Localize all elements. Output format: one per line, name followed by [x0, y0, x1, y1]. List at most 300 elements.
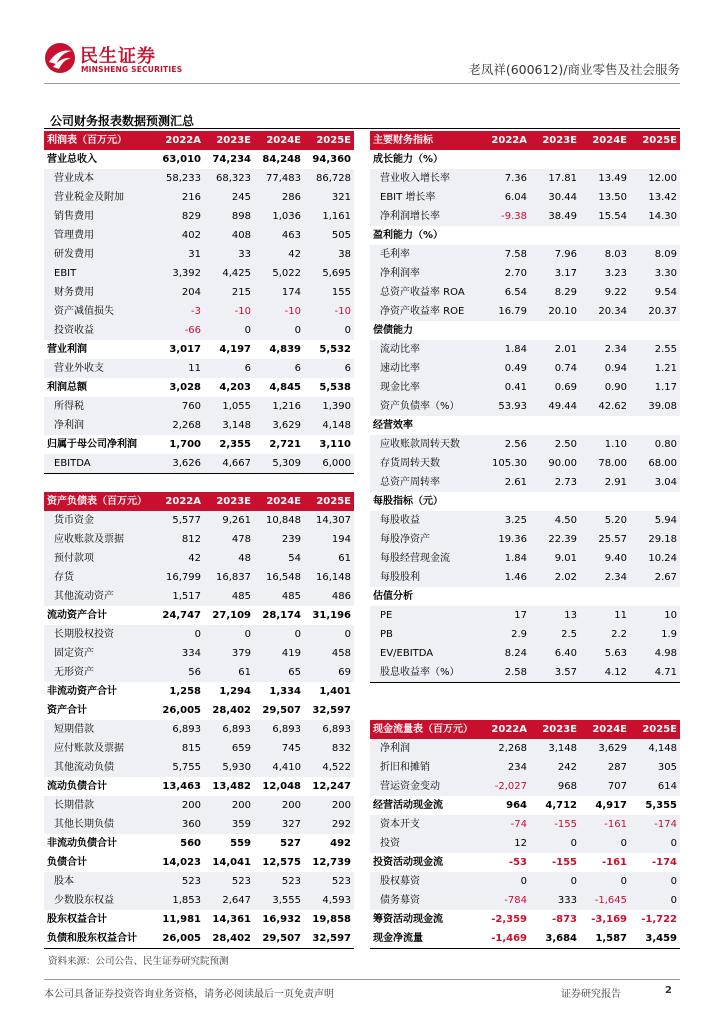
cell-value: 29.18 — [630, 530, 680, 549]
cell-value: 200 — [154, 796, 204, 815]
cell-value: 14,361 — [212, 914, 251, 925]
cell-value: 11,981 — [162, 914, 201, 925]
cell-value: 4,148 — [630, 739, 680, 758]
cell-value: 3,110 — [319, 439, 351, 450]
cell-value — [580, 321, 630, 340]
cell-value: 13,482 — [212, 781, 251, 792]
table-row — [370, 397, 680, 416]
row-label: 流动资产合计 — [47, 610, 107, 621]
cell-value: 0.69 — [530, 378, 580, 397]
cell-value: 28,402 — [204, 929, 254, 949]
cell-value: 49.44 — [530, 397, 580, 416]
cell-value: 105.30 — [480, 454, 530, 473]
table-row — [44, 359, 354, 378]
cell-value — [530, 416, 580, 435]
table-row — [370, 587, 680, 606]
cell-value: 1.9 — [630, 625, 680, 644]
row-label: 资产负债率（%） — [370, 397, 480, 416]
cell-value: 5,538 — [319, 382, 351, 393]
table-row — [370, 777, 680, 796]
cell-value: 1,161 — [304, 207, 354, 226]
cell-value: -3 — [154, 302, 204, 321]
column-header: 2022A — [480, 131, 530, 150]
cell-value: 38.49 — [530, 207, 580, 226]
cell-value: 3,028 — [169, 382, 201, 393]
cell-value: 14.30 — [630, 207, 680, 226]
cell-value — [480, 150, 530, 169]
cell-value: 560 — [180, 838, 201, 849]
cell-value: 58,233 — [154, 169, 204, 188]
row-label: 股息收益率（%） — [370, 663, 480, 683]
cell-value: 0 — [630, 872, 680, 891]
cell-value: 31,196 — [312, 610, 351, 621]
table-header-row — [44, 131, 354, 150]
cell-value: 10.24 — [630, 549, 680, 568]
cell-value: -10 — [304, 302, 354, 321]
cell-value: 26,005 — [154, 929, 204, 949]
cell-value: 78.00 — [580, 454, 630, 473]
table-row — [44, 226, 354, 245]
cell-value: 16,799 — [154, 568, 204, 587]
table-row — [44, 701, 354, 720]
row-label: 净利润 — [370, 739, 480, 758]
row-label: 营业外收支 — [44, 359, 154, 378]
cell-value — [580, 587, 630, 606]
cell-value: 13.50 — [580, 188, 630, 207]
cell-value: 3,459 — [630, 929, 680, 949]
cell-value: 8.03 — [580, 245, 630, 264]
cell-value: 829 — [154, 207, 204, 226]
column-header: 2025E — [630, 720, 680, 739]
row-label: 经营活动现金流 — [373, 800, 443, 811]
cell-value: 6 — [204, 359, 254, 378]
row-label: 净利润率 — [370, 264, 480, 283]
footer-disclaimer: 本公司具备证券投资咨询业务资格，请务必阅读最后一页免责声明 — [44, 989, 334, 1000]
cell-value: -873 — [551, 914, 577, 925]
cell-value: 5.63 — [580, 644, 630, 663]
row-label: 成长能力（%） — [373, 154, 444, 165]
cell-value — [480, 492, 530, 511]
row-label: 毛利率 — [370, 245, 480, 264]
cell-value: -174 — [651, 857, 677, 868]
column-header: 2024E — [254, 131, 304, 150]
cell-value: 6,893 — [304, 720, 354, 739]
table-row — [44, 587, 354, 606]
cell-value: 17.81 — [530, 169, 580, 188]
source-note: 资料来源：公司公告、民生证券研究院预测 — [48, 956, 229, 967]
cell-value: 2.34 — [580, 340, 630, 359]
cell-value: 4,712 — [545, 800, 577, 811]
cell-value: 30.44 — [530, 188, 580, 207]
cell-value: 11 — [580, 606, 630, 625]
cell-value: 245 — [204, 188, 254, 207]
cell-value: 0.90 — [580, 378, 630, 397]
row-label: 每股收益 — [370, 511, 480, 530]
cell-value: 6 — [254, 359, 304, 378]
cell-value: 523 — [254, 872, 304, 891]
table-row — [44, 796, 354, 815]
cell-value: -1,645 — [580, 891, 630, 910]
table-row — [370, 663, 680, 683]
table-row — [44, 397, 354, 416]
cell-value: 3,629 — [254, 416, 304, 435]
cell-value: 53.93 — [480, 397, 530, 416]
row-label: 流动负债合计 — [47, 781, 107, 792]
cell-value: 4.12 — [580, 663, 630, 683]
row-label: 营运资金变动 — [370, 777, 480, 796]
cell-value: 3.23 — [580, 264, 630, 283]
table-row — [44, 150, 354, 169]
cell-value: 659 — [204, 739, 254, 758]
cell-value: 0 — [530, 872, 580, 891]
table-row — [370, 625, 680, 644]
row-label: 财务费用 — [44, 283, 154, 302]
cell-value: 15.54 — [580, 207, 630, 226]
cell-value: 24,747 — [162, 610, 201, 621]
row-label: 偿债能力 — [373, 325, 413, 336]
cell-value: 0.94 — [580, 359, 630, 378]
cell-value: 3.30 — [630, 264, 680, 283]
cell-value: 0.41 — [480, 378, 530, 397]
cell-value: -161 — [601, 857, 627, 868]
cell-value: 19,858 — [312, 914, 351, 925]
row-label: 负债和股东权益合计 — [44, 929, 154, 949]
row-label: 研发费用 — [44, 245, 154, 264]
table-row — [44, 625, 354, 644]
cell-value: -161 — [580, 815, 630, 834]
table-row — [370, 378, 680, 397]
cell-value: 1,517 — [154, 587, 204, 606]
cell-value: 5,309 — [254, 454, 304, 474]
cell-value: 12,739 — [312, 857, 351, 868]
row-label: 应收账款及票据 — [44, 530, 154, 549]
cell-value: 478 — [204, 530, 254, 549]
cell-value: 0 — [580, 872, 630, 891]
cell-value: 402 — [154, 226, 204, 245]
cell-value: 32,597 — [304, 929, 354, 949]
row-label: 筹资活动现金流 — [373, 914, 443, 925]
cell-value: 0 — [530, 834, 580, 853]
row-label: 每股净资产 — [370, 530, 480, 549]
cell-value: 760 — [154, 397, 204, 416]
footer-divider — [44, 979, 680, 980]
cell-value: 360 — [154, 815, 204, 834]
column-header: 2023E — [530, 720, 580, 739]
row-label: 归属于母公司净利润 — [47, 439, 137, 450]
table-row — [44, 891, 354, 910]
cell-value: 216 — [154, 188, 204, 207]
table-row — [370, 188, 680, 207]
row-label: 营业税金及附加 — [44, 188, 154, 207]
cell-value: 1,587 — [580, 929, 630, 949]
row-label: 管理费用 — [44, 226, 154, 245]
cell-value: 11 — [154, 359, 204, 378]
cell-value: 65 — [254, 663, 304, 682]
cell-value: 6.54 — [480, 283, 530, 302]
cell-value: 12 — [480, 834, 530, 853]
cell-value: 0 — [580, 834, 630, 853]
cell-value: 408 — [204, 226, 254, 245]
cell-value: 2.91 — [580, 473, 630, 492]
cell-value: 2.73 — [530, 473, 580, 492]
row-label: 盈利能力（%） — [373, 230, 444, 241]
cell-value: 6 — [304, 359, 354, 378]
cell-value: 3.04 — [630, 473, 680, 492]
minsheng-logo-icon — [44, 42, 76, 74]
cell-value: 31 — [154, 245, 204, 264]
row-label: 应收账款周转天数 — [370, 435, 480, 454]
cell-value — [630, 150, 680, 169]
cell-value: 0 — [304, 321, 354, 340]
column-header: 2024E — [580, 720, 630, 739]
cell-value: 334 — [154, 644, 204, 663]
cell-value: 4.71 — [630, 663, 680, 683]
cell-value: 2.34 — [580, 568, 630, 587]
cell-value: 0 — [480, 872, 530, 891]
table-row — [370, 644, 680, 663]
row-label: 营业收入增长率 — [370, 169, 480, 188]
cell-value: 3,148 — [204, 416, 254, 435]
table-row — [370, 853, 680, 872]
cell-value — [480, 226, 530, 245]
cell-value: -784 — [480, 891, 530, 910]
cell-value: 215 — [204, 283, 254, 302]
section-title: 公司财务报表数据预测汇总 — [50, 114, 195, 128]
cell-value: 12,575 — [262, 857, 301, 868]
cell-value: 4,203 — [219, 382, 251, 393]
cell-value: 286 — [254, 188, 304, 207]
cell-value: 3,017 — [169, 344, 201, 355]
row-label: 现金比率 — [370, 378, 480, 397]
cell-value: -9.38 — [480, 207, 530, 226]
cell-value: 8.09 — [630, 245, 680, 264]
cell-value: 8.29 — [530, 283, 580, 302]
cell-value: 0 — [204, 625, 254, 644]
row-label: 投资 — [370, 834, 480, 853]
cell-value: 5.20 — [580, 511, 630, 530]
row-label: 净资产收益率 ROE — [370, 302, 480, 321]
key-ratios-table — [370, 131, 680, 683]
row-label: EBITDA — [44, 454, 154, 474]
table-row — [44, 264, 354, 283]
table-row — [44, 853, 354, 872]
table-row — [44, 302, 354, 321]
table-row — [370, 435, 680, 454]
cell-value: 2.56 — [480, 435, 530, 454]
cell-value: 2,355 — [219, 439, 251, 450]
cell-value: 815 — [154, 739, 204, 758]
cell-value: 458 — [304, 644, 354, 663]
row-label: 存货 — [44, 568, 154, 587]
cell-value: 4,197 — [219, 344, 251, 355]
cell-value: 33 — [204, 245, 254, 264]
table-row — [370, 815, 680, 834]
column-header: 2024E — [580, 131, 630, 150]
cell-value: 1,055 — [204, 397, 254, 416]
cell-value: 379 — [204, 644, 254, 663]
cell-value: 13 — [530, 606, 580, 625]
table-row — [370, 530, 680, 549]
row-label: 应付账款及票据 — [44, 739, 154, 758]
cell-value — [630, 321, 680, 340]
cell-value: 7.58 — [480, 245, 530, 264]
table-row — [370, 226, 680, 245]
cell-value: 559 — [230, 838, 251, 849]
cell-value: 7.96 — [530, 245, 580, 264]
cell-value: 61 — [304, 549, 354, 568]
cell-value: 1,700 — [169, 439, 201, 450]
table-row — [370, 511, 680, 530]
cell-value: 56 — [154, 663, 204, 682]
row-label: EBIT 增长率 — [370, 188, 480, 207]
cell-value: 6,893 — [154, 720, 204, 739]
cell-value: 3,555 — [254, 891, 304, 910]
cell-value: 194 — [304, 530, 354, 549]
table-row — [44, 739, 354, 758]
table-row — [370, 606, 680, 625]
cell-value: -1,722 — [641, 914, 677, 925]
cell-value: 485 — [254, 587, 304, 606]
table-row — [370, 891, 680, 910]
table-row — [370, 302, 680, 321]
cell-value: 707 — [580, 777, 630, 796]
table-row — [370, 492, 680, 511]
cell-value: 16,148 — [304, 568, 354, 587]
cell-value: 4,917 — [595, 800, 627, 811]
cell-value — [630, 226, 680, 245]
row-label: 固定资产 — [44, 644, 154, 663]
cell-value: 1,401 — [319, 686, 351, 697]
cell-value: 32,597 — [312, 705, 351, 716]
cell-value: 2.5 — [530, 625, 580, 644]
table-row — [44, 435, 354, 454]
table-row — [370, 359, 680, 378]
table-row — [370, 283, 680, 302]
row-label: 总资产周转率 — [370, 473, 480, 492]
cell-value: 5,930 — [204, 758, 254, 777]
cell-value — [530, 150, 580, 169]
cell-value: 48 — [204, 549, 254, 568]
cell-value: 0.80 — [630, 435, 680, 454]
cell-value: 12,247 — [312, 781, 351, 792]
table-row — [370, 321, 680, 340]
cell-value: 38 — [304, 245, 354, 264]
cell-value: 0 — [630, 891, 680, 910]
cell-value: 3.25 — [480, 511, 530, 530]
row-label: 负债合计 — [47, 857, 87, 868]
row-label: 债务募资 — [370, 891, 480, 910]
row-label: EV/EBITDA — [370, 644, 480, 663]
row-label: 现金净流量 — [370, 929, 480, 949]
cell-value: 9,261 — [204, 511, 254, 530]
cell-value: 0 — [254, 625, 304, 644]
cell-value: 68.00 — [630, 454, 680, 473]
row-label: 货币资金 — [44, 511, 154, 530]
report-title: 老凤祥(600612)/商业零售及社会服务 — [468, 62, 680, 77]
cell-value: 1,258 — [169, 686, 201, 697]
cell-value: 28,174 — [262, 610, 301, 621]
cell-value — [530, 587, 580, 606]
cell-value: 86,728 — [304, 169, 354, 188]
cell-value: 1,853 — [154, 891, 204, 910]
row-label: 非流动资产合计 — [47, 686, 117, 697]
cell-value: 20.34 — [580, 302, 630, 321]
cell-value — [580, 416, 630, 435]
row-label: 投资收益 — [44, 321, 154, 340]
cell-value: 13,463 — [162, 781, 201, 792]
cell-value: -155 — [551, 857, 577, 868]
cell-value — [630, 492, 680, 511]
cell-value: 0 — [254, 321, 304, 340]
header-divider — [44, 83, 680, 84]
table-title: 利润表（百万元） — [44, 131, 154, 150]
row-label: 股本 — [44, 872, 154, 891]
cell-value: 614 — [630, 777, 680, 796]
cell-value: 492 — [330, 838, 351, 849]
cell-value: 74,234 — [212, 154, 251, 165]
row-label: 其他长期负债 — [44, 815, 154, 834]
cell-value: 3.17 — [530, 264, 580, 283]
table-header-row — [370, 720, 680, 739]
table-row — [44, 378, 354, 397]
cell-value: 5,695 — [304, 264, 354, 283]
table-row — [44, 815, 354, 834]
cell-value: 42.62 — [580, 397, 630, 416]
income-statement-table — [44, 131, 354, 474]
cell-value: 4,425 — [204, 264, 254, 283]
column-header: 2023E — [204, 492, 254, 511]
table-row — [44, 872, 354, 891]
table-row — [44, 416, 354, 435]
cell-value: 0.49 — [480, 359, 530, 378]
cell-value: 0.74 — [530, 359, 580, 378]
row-label: 存货周转天数 — [370, 454, 480, 473]
table-row — [44, 188, 354, 207]
cell-value: 745 — [254, 739, 304, 758]
table-row — [370, 929, 680, 949]
row-label: 每股经营现金流 — [370, 549, 480, 568]
table-header-row — [44, 492, 354, 511]
table-row — [44, 720, 354, 739]
cell-value: 964 — [506, 800, 527, 811]
cell-value: 4,522 — [304, 758, 354, 777]
cell-value: 812 — [154, 530, 204, 549]
table-title: 现金流量表（百万元） — [370, 720, 480, 739]
table-row — [370, 169, 680, 188]
column-header: 2022A — [154, 131, 204, 150]
table-row — [370, 473, 680, 492]
cell-value: 5,532 — [319, 344, 351, 355]
table-row — [44, 568, 354, 587]
cell-value: 0 — [204, 321, 254, 340]
cell-value — [580, 150, 630, 169]
cell-value — [580, 492, 630, 511]
table-row — [44, 606, 354, 625]
row-label: 速动比率 — [370, 359, 480, 378]
cell-value: -10 — [254, 302, 304, 321]
cell-value: 287 — [580, 758, 630, 777]
cell-value: 69 — [304, 663, 354, 682]
cell-value: 42 — [254, 245, 304, 264]
cell-value: 242 — [530, 758, 580, 777]
table-row — [44, 207, 354, 226]
cell-value: 5.94 — [630, 511, 680, 530]
cell-value: 485 — [204, 587, 254, 606]
row-label: 每股指标（元） — [373, 496, 443, 507]
cell-value: 155 — [304, 283, 354, 302]
cell-value: 2.01 — [530, 340, 580, 359]
cell-value: 1.17 — [630, 378, 680, 397]
